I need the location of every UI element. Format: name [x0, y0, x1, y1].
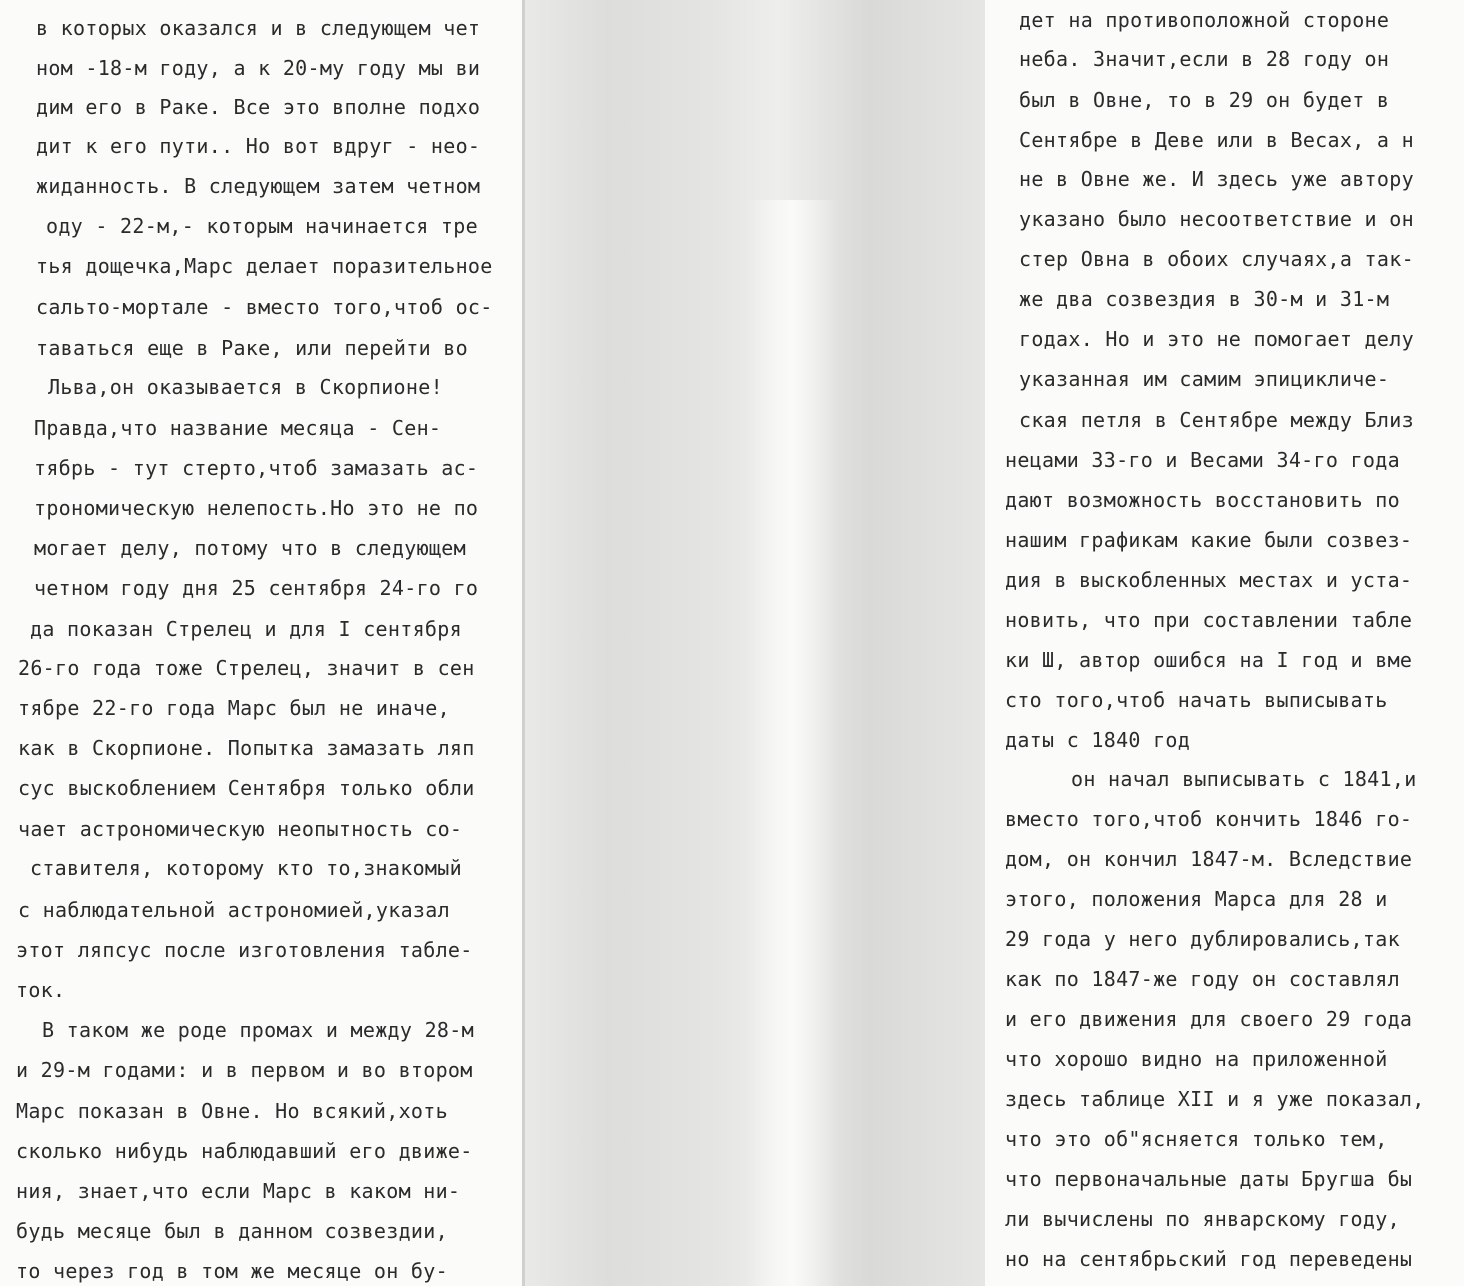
- left-line: будь месяце был в данном созвездии,: [16, 1219, 448, 1243]
- right-line: даты с 1840 год: [1005, 728, 1191, 752]
- left-line: сколько нибудь наблюдавший его движе-: [16, 1139, 473, 1163]
- right-line: нашим графикам какие были созвез-: [1005, 528, 1413, 552]
- right-line: ская петля в Сентябре между Близ: [1019, 408, 1414, 432]
- left-line: Марс показан в Овне. Но всякий,хоть: [16, 1099, 448, 1123]
- left-line: и 29-м годами: и в первом и во втором: [16, 1058, 473, 1082]
- left-line: Льва,он оказывается в Скорпионе!: [48, 375, 443, 399]
- right-line: Сентябре в Деве или в Весах, а н: [1019, 128, 1414, 152]
- left-line: оду - 22-м,- которым начинается тре: [46, 214, 478, 238]
- left-line: 26-го года тоже Стрелец, значит в сен: [18, 656, 475, 680]
- left-line: дит к его пути.. Но вот вдруг - нео-: [36, 134, 481, 158]
- left-line: ном -18-м году, а к 20-му году мы ви: [36, 56, 481, 80]
- right-line: дия в выскобленных местах и уста-: [1005, 568, 1413, 592]
- left-line: в которых оказался и в следующем чет: [36, 16, 481, 40]
- left-line: четном году дня 25 сентября 24-го го: [34, 576, 479, 600]
- right-line: он начал выписывать с 1841,и: [1071, 767, 1417, 791]
- left-line: могает делу, потому что в следующем: [34, 536, 466, 560]
- right-line: как по 1847-же году он составлял: [1005, 967, 1400, 991]
- left-line: да показан Стрелец и для I сентября: [30, 617, 462, 641]
- left-line: сальто-мортале - вместо того,чтоб ос-: [36, 295, 493, 319]
- right-line: что первоначальные даты Бругша бы: [1005, 1167, 1413, 1191]
- left-line: тья дощечка,Марс делает поразительное: [36, 254, 493, 278]
- left-line: то через год в том же месяце он бу-: [16, 1259, 448, 1283]
- right-line: сто того,чтоб начать выписывать: [1005, 688, 1388, 712]
- right-line: этого, положения Марса для 28 и: [1005, 887, 1388, 911]
- right-line: же два созвездия в 30-м и 31-м: [1019, 287, 1390, 311]
- right-line: и его движения для своего 29 года: [1005, 1007, 1413, 1031]
- gutter-highlight: [745, 200, 840, 1286]
- left-line: ток.: [16, 978, 66, 1002]
- right-line: указанная им самим эпицикличе-: [1019, 367, 1390, 391]
- left-line: тябрь - тут стерто,чтоб замазать ас-: [34, 456, 479, 480]
- right-line: не в Овне же. И здесь уже автору: [1019, 167, 1414, 191]
- right-line: 29 года у него дублировались,так: [1005, 927, 1400, 951]
- left-line: тябре 22-го года Марс был не иначе,: [18, 696, 450, 720]
- right-line: здесь таблице XII и я уже показал,: [1005, 1087, 1425, 1111]
- left-line: Правда,что название месяца - Сен-: [34, 416, 442, 440]
- right-line: неба. Значит,если в 28 году он: [1019, 47, 1390, 71]
- left-line: чает астрономическую неопытность со-: [18, 817, 463, 841]
- right-line: годах. Но и это не помогает делу: [1019, 327, 1414, 351]
- right-line: нецами 33-го и Весами 34-го года: [1005, 448, 1400, 472]
- left-line: ния, знает,что если Марс в каком ни-: [16, 1179, 461, 1203]
- right-line: что хорошо видно на приложенной: [1005, 1047, 1388, 1071]
- right-line: дают возможность восстановить по: [1005, 488, 1400, 512]
- right-line: вместо того,чтоб кончить 1846 го-: [1005, 807, 1413, 831]
- right-line: дет на противоположной стороне: [1019, 8, 1390, 32]
- left-line: В таком же роде промах и между 28-м: [42, 1018, 474, 1042]
- right-line: стер Овна в обоих случаях,а так-: [1019, 247, 1414, 271]
- right-line: ки Ш, автор ошибся на I год и вме: [1005, 648, 1413, 672]
- left-page-edge: [522, 0, 525, 1286]
- left-line: ставителя, которому кто то,знакомый: [30, 856, 462, 880]
- left-line: сус выскоблением Сентября только обли: [18, 776, 475, 800]
- right-line: был в Овне, то в 29 он будет в: [1019, 88, 1390, 112]
- left-line: с наблюдательной астрономией,указал: [18, 898, 450, 922]
- right-line: указано было несоответствие и он: [1019, 207, 1414, 231]
- left-line: дим его в Раке. Все это вполне подхо: [36, 95, 481, 119]
- right-line: что это об"ясняется только тем,: [1005, 1127, 1388, 1151]
- right-line: но на сентябрьский год переведены: [1005, 1247, 1413, 1271]
- left-line: как в Скорпионе. Попытка замазать ляп: [18, 736, 475, 760]
- right-line: новить, что при составлении табле: [1005, 608, 1413, 632]
- left-line: этот ляпсус после изготовления табле-: [16, 938, 473, 962]
- left-line: трономическую нелепость.Но это не по: [34, 496, 479, 520]
- right-line: ли вычислены по январскому году,: [1005, 1207, 1400, 1231]
- right-line: дом, он кончил 1847-м. Вследствие: [1005, 847, 1413, 871]
- left-line: таваться еще в Раке, или перейти во: [36, 336, 468, 360]
- left-line: жиданность. В следующем затем четном: [36, 174, 481, 198]
